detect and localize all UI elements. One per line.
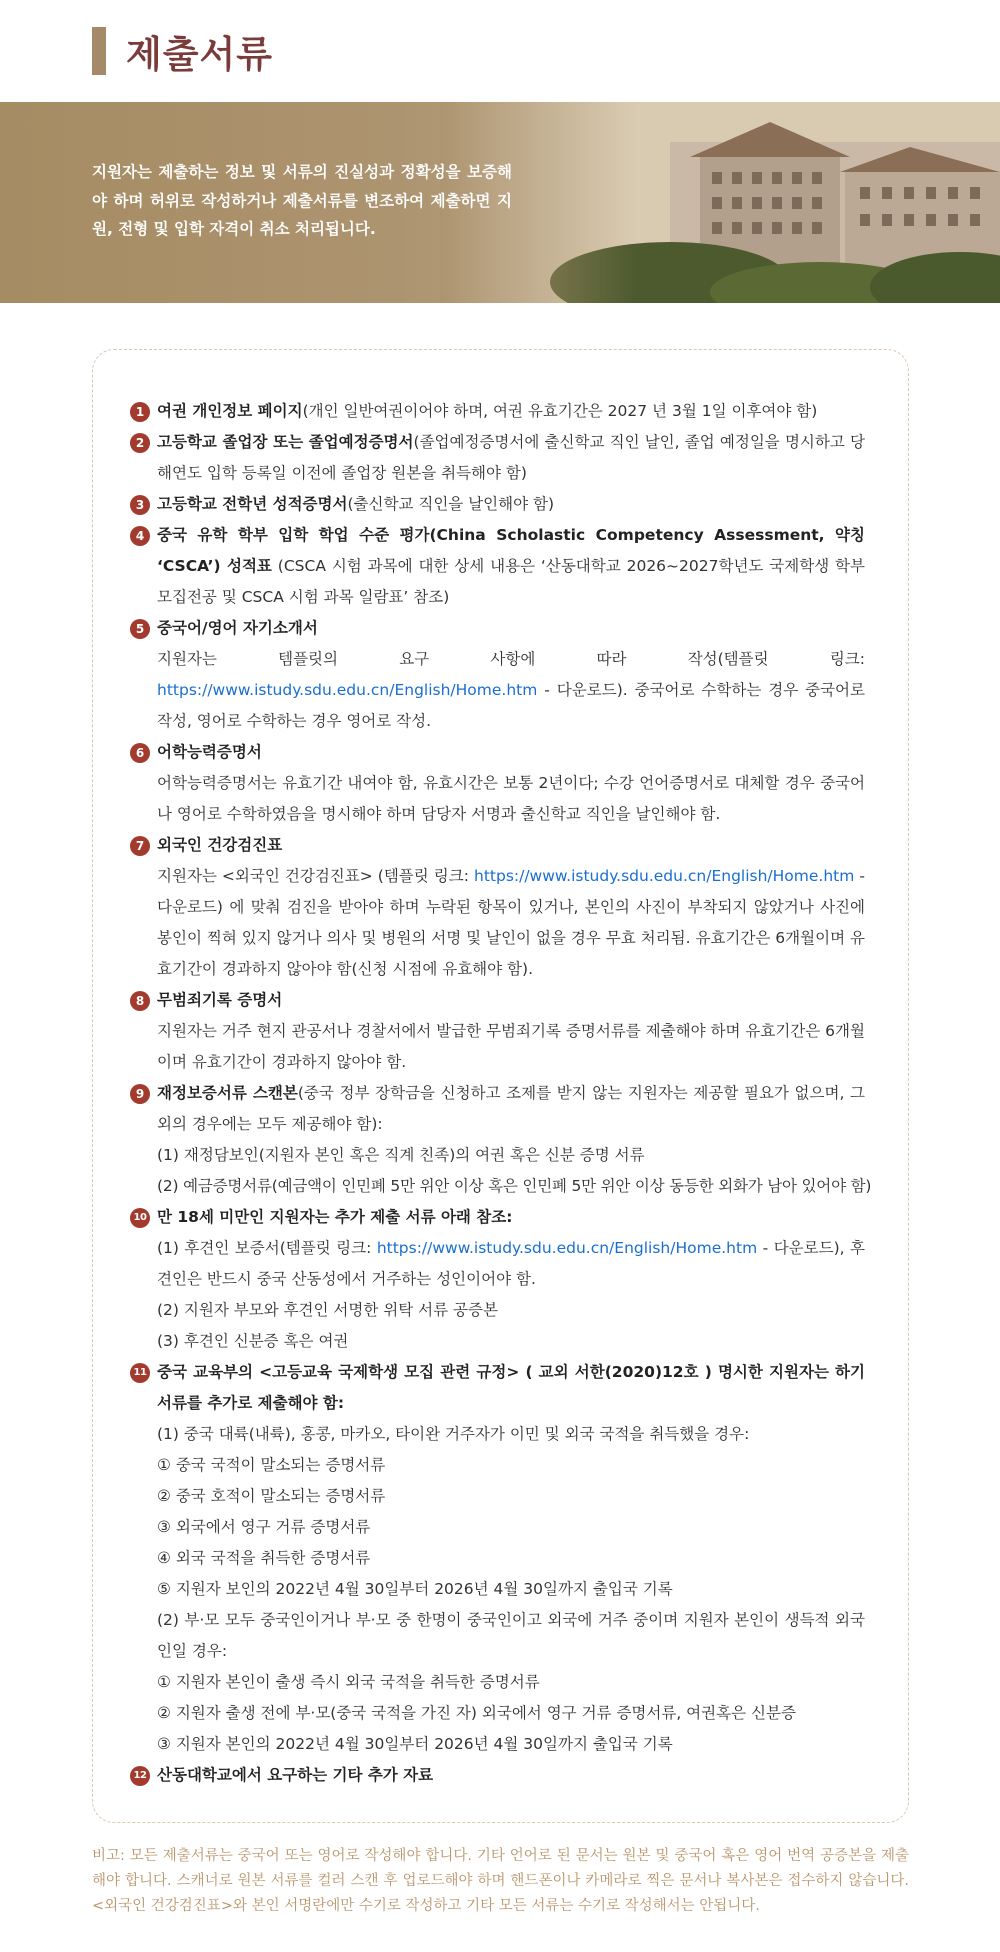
sub-item: (1) 재정담보인(지원자 본인 혹은 직계 친족)의 여권 혹은 신분 증명 서류: [157, 1146, 645, 1164]
item-heading: 여권 개인정보 페이지: [157, 402, 303, 420]
item-text: (개인 일반여권이어야 하며, 여권 유효기간은 2027 년 3월 1일 이후여야 함): [302, 402, 818, 420]
list-item: [130, 1202, 865, 1357]
item-heading: 외국인 건강검진표: [157, 836, 283, 854]
number-badge: 3: [130, 495, 150, 515]
list-item: [130, 1760, 865, 1791]
number-badge: 7: [130, 836, 150, 856]
item-heading: 산동대학교에서 요구하는 기타 추가 자료: [157, 1766, 434, 1784]
page-header: [92, 26, 273, 76]
title-accent-bar: [92, 27, 106, 75]
item-heading: 고등학교 전학년 성적증명서: [157, 495, 348, 513]
item-text: (졸업예정증명서에 출신학교 직인 날인, 졸업 예정일을 명시하고 당해연도 입학 등록일 이전에 졸업장 원본을 취득해야 함): [157, 433, 865, 482]
list-item: [130, 1357, 865, 1760]
item-heading: 재정보증서류 스캔본: [157, 1084, 298, 1102]
banner: [0, 102, 1000, 303]
number-badge: 4: [130, 526, 150, 546]
number-badge: 8: [130, 991, 150, 1011]
item-text: - 다운로드) 에 맞춰 검진을 받아야 하며 누락된 항목이 있거나, 본인의 사진이 부착되지 않았거나 사진에 봉인이 찍혀 있지 않거나 의사 및 병원의 서명 및 날인이 없을 경우 무효 처리됨. 유효기간은 6개월이며 유효기간이 경과하지 않아야 함(신청 시점에 유효해야 함).: [157, 867, 865, 978]
item-text: 어학능력증명서는 유효기간 내여야 함, 유효시간은 보통 2년이다; 수강 언어증명서로 대체할 경우 중국어나 영어로 수학하였음을 명시해야 하며 담당자 서명과 출신학교 직인을 날인해야 함.: [157, 774, 865, 823]
sub-item: ③ 외국에서 영구 거류 증명서류: [157, 1518, 371, 1536]
number-badge: 5: [130, 619, 150, 639]
number-badge: 10: [130, 1208, 150, 1228]
template-link[interactable]: https://www.istudy.sdu.edu.cn/English/Home.htm: [474, 867, 855, 885]
sub-item: (1) 후견인 보증서(템플릿 링크:: [157, 1239, 377, 1257]
sub-item: ② 중국 호적이 말소되는 증명서류: [157, 1487, 386, 1505]
sub-item: (2) 지원자 부모와 후견인 서명한 위탁 서류 공증본: [157, 1301, 498, 1319]
sub-item: (2) 부·모 모두 중국인이거나 부·모 중 한명이 중국인이고 외국에 거주 중이며 지원자 본인이 생득적 외국인일 경우:: [157, 1611, 865, 1660]
sub-item: - 다운로드), 후견인은 반드시 중국 산동성에서 거주하는 성인이어야 함.: [157, 1239, 866, 1288]
list-item: [130, 613, 865, 737]
campus-building-image: [440, 102, 1000, 303]
item-text: 지원자는 템플릿의 요구 사항에 따라 작성(템플릿 링크:: [157, 650, 865, 668]
item-heading: 중국 교육부의 <고등교육 국제학생 모집 관련 규정> ( 교외 서한(2020)12호 ) 명시한 지원자는 하기 서류를 추가로 제출해야 함:: [157, 1363, 865, 1412]
sub-item: (2) 예금증명서류(예금액이 인민폐 5만 위안 이상 혹은 인민폐 5만 위안 이상 동등한 외화가 남아 있어야 함): [157, 1177, 872, 1195]
sub-item: ④ 외국 국적을 취득한 증명서류: [157, 1549, 371, 1567]
item-text: 지원자는 거주 현지 관공서나 경찰서에서 발급한 무범죄기록 증명서류를 제출해야 하며 유효기간은 6개월이며 유효기간이 경과하지 않아야 함.: [157, 1022, 865, 1071]
list-item: [130, 985, 865, 1078]
template-link[interactable]: https://www.istudy.sdu.edu.cn/English/Home.htm: [376, 1239, 758, 1257]
sub-item: ⑤ 지원자 보인의 2022년 4월 30일부터 2026년 4월 30일까지 출입국 기록: [157, 1580, 673, 1598]
item-text: 지원자는 <외국인 건강검진표> (템플릿 링크:: [157, 867, 474, 885]
list-item: [130, 737, 865, 830]
list-item: [130, 396, 865, 427]
page-title: 제출서류: [126, 33, 273, 76]
banner-notice: 지원자는 제출하는 정보 및 서류의 진실성과 정확성을 보증해야 하며 허위로 작성하거나 제출서류를 변조하여 제출하면 지원, 전형 및 입학 자격이 취소 처리됩니다.: [92, 163, 512, 238]
item-heading: 어학능력증명서: [157, 743, 262, 761]
sub-item: ① 지원자 본인이 출생 즉시 외국 국적을 취득한 증명서류: [157, 1673, 540, 1691]
list-item: [130, 427, 865, 489]
template-link[interactable]: https://www.istudy.sdu.edu.cn/English/Home.htm: [157, 681, 538, 699]
item-heading: 무범죄기록 증명서: [157, 991, 283, 1009]
number-badge: 9: [130, 1084, 150, 1104]
number-badge: 11: [130, 1363, 150, 1383]
item-heading: 만 18세 미만인 지원자는 추가 제출 서류 아래 참조:: [157, 1208, 513, 1226]
list-item: [130, 830, 865, 985]
number-badge: 2: [130, 433, 150, 453]
item-heading: 중국어/영어 자기소개서: [157, 619, 318, 637]
list-item: [130, 1078, 872, 1202]
sub-item: (3) 후견인 신분증 혹은 여권: [157, 1332, 349, 1350]
item-text: (출신학교 직인을 날인해야 함): [347, 495, 555, 513]
number-badge: 6: [130, 743, 150, 763]
item-heading: 고등학교 졸업장 또는 졸업예정증명서: [157, 433, 414, 451]
number-badge: 1: [130, 402, 150, 422]
item-text: (중국 정부 장학금을 신청하고 조제를 받지 않는 지원자는 제공할 필요가 없으며, 그 외의 경우에는 모두 제공해야 함):: [157, 1084, 865, 1133]
sub-item: ② 지원자 출생 전에 부·모(중국 국적을 가진 자) 외국에서 영구 거류 증명서류, 여권혹은 신분증: [157, 1704, 796, 1722]
item-text: - 다운로드). 중국어로 수학하는 경우 중국어로 작성, 영어로 수학하는 경우 영어로 작성.: [157, 681, 865, 730]
documents-list: [130, 396, 872, 1791]
number-badge: 12: [130, 1766, 150, 1786]
sub-item: (1) 중국 대륙(내륙), 홍콩, 마카오, 타이완 거주자가 이민 및 외국 국적을 취득했을 경우:: [157, 1425, 750, 1443]
item-text: (CSCA 시험 과목에 대한 상세 내용은 ‘산동대학교 2026~2027학년도 국제학생 학부 모집전공 및 CSCA 시험 과목 일람표’ 참조): [157, 557, 866, 606]
sub-item: ① 중국 국적이 말소되는 증명서류: [157, 1456, 386, 1474]
footnote: 비고: 모든 제출서류는 중국어 또는 영어로 작성해야 합니다. 기타 언어로 된 문서는 원본 및 중국어 혹은 영어 번역 공증본을 제출해야 합니다. 스캐너로 원본 서류를 컬러 스캔 후 업로드해야 하며 핸드폰이나 카메라로 찍은 문서나 복사본은 접수하지 않습니다. <외국인 건강검진표>와 본인 서명란에만 수기로 작성하고 기타 모든 서류는 수기로 작성해서는 안됩니다.: [92, 1848, 909, 1914]
sub-item: ③ 지원자 본인의 2022년 4월 30일부터 2026년 4월 30일까지 출입국 기록: [157, 1735, 673, 1753]
list-item: [130, 489, 865, 520]
item-heading: 중국 유학 학부 입학 학업 수준 평가(China Scholastic Competency Assessment, 약칭 ‘CSCA’) 성적표: [157, 526, 865, 575]
list-item: [130, 520, 865, 613]
